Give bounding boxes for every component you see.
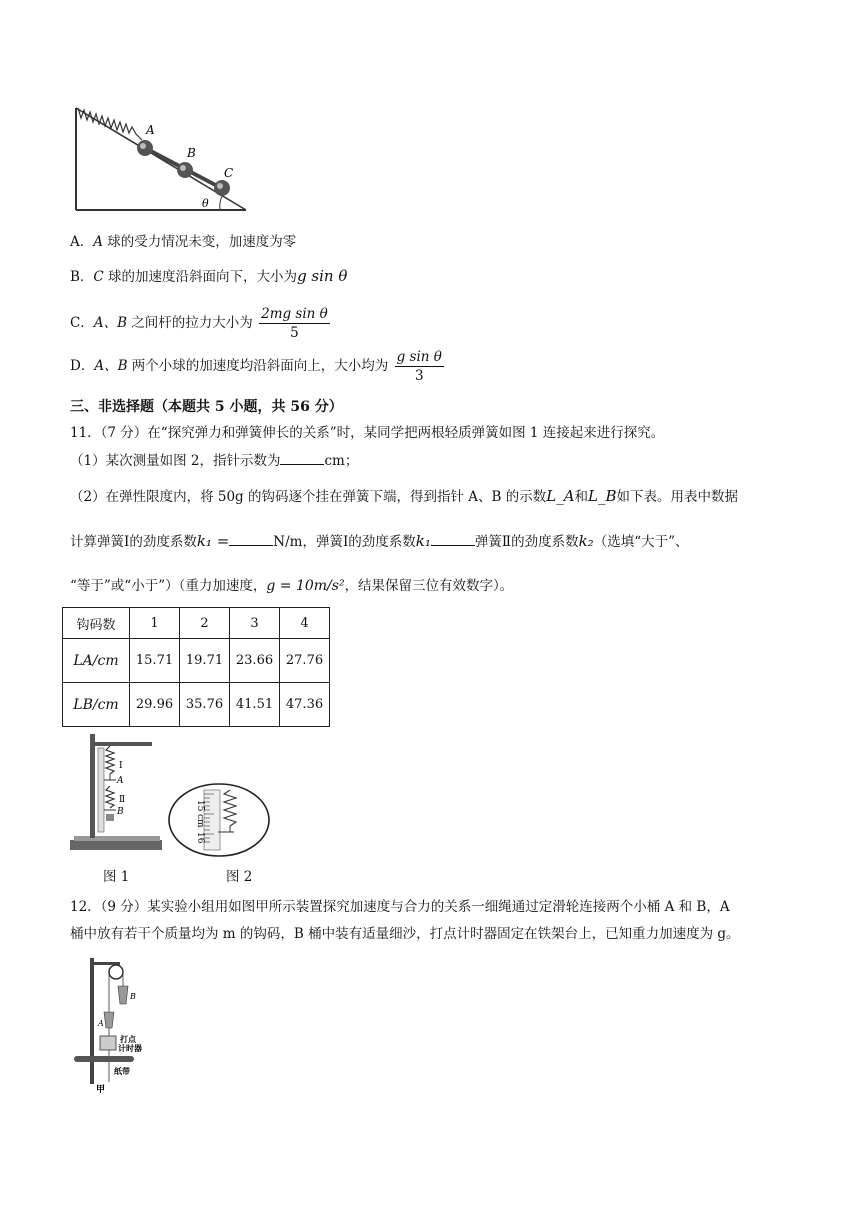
apparatus-figure bbox=[68, 954, 168, 1096]
q11-line3-text-c: 弹簧Ⅱ的劲度系数 bbox=[474, 534, 579, 550]
q12-line1: 12．（9 分）某实验小组用如图甲所示装置探究加速度与合力的关系一细绳通过定滑轮连接两个小桶 A 和 B，A bbox=[70, 899, 730, 915]
table-header-cell: 1 bbox=[130, 608, 180, 639]
q11-line4-text-a: “等于”或“小于”）（重力加速度， bbox=[70, 578, 267, 594]
q11-line4-text-c: ，结果保留三位有效数字）。 bbox=[344, 578, 514, 594]
option-d-denominator: 3 bbox=[414, 368, 424, 384]
table-row-label: LB/cm bbox=[63, 683, 130, 727]
option-b bbox=[70, 266, 347, 287]
option-b-subject: C bbox=[93, 269, 104, 285]
symbol-k1-eq: k₁ = bbox=[196, 532, 230, 550]
option-c-numerator: 2mg sin θ bbox=[261, 306, 328, 322]
label-a: A bbox=[146, 123, 155, 137]
spring-figures bbox=[64, 728, 274, 860]
table-header-row bbox=[63, 608, 330, 639]
table-row-label: LA/cm bbox=[63, 639, 130, 683]
bucket-label-b: B bbox=[130, 992, 136, 1001]
table-cell: 27.76 bbox=[280, 639, 330, 683]
pointer-label-a: A bbox=[117, 776, 124, 786]
incline-figure bbox=[70, 100, 250, 215]
option-b-text: 球的加速度沿斜面向下，大小为 bbox=[103, 269, 298, 285]
q11-line3 bbox=[70, 531, 689, 552]
option-d-text: 两个小球的加速度均沿斜面向上，大小均为 bbox=[127, 358, 389, 374]
option-d bbox=[70, 346, 444, 386]
tape-label: 纸带 bbox=[114, 1067, 130, 1076]
option-d-numerator: g sin θ bbox=[396, 349, 442, 365]
option-a bbox=[70, 232, 296, 252]
option-b-expr: g sin θ bbox=[297, 267, 348, 285]
symbol-la: L_A bbox=[546, 487, 575, 505]
q11-line3-text-b: N/m，弹簧Ⅰ的劲度系数 bbox=[273, 534, 416, 550]
q11-part2-text-c: 如下表。用表中数据 bbox=[616, 489, 739, 505]
symbol-k2: k₂ bbox=[578, 532, 594, 550]
ruler-label-15: 15 bbox=[195, 800, 205, 812]
figure-1-caption: 图 1 bbox=[103, 869, 130, 885]
figure-2-caption: 图 2 bbox=[226, 869, 253, 885]
spring-label-1: I bbox=[119, 761, 123, 771]
q11-compare-blank[interactable] bbox=[431, 531, 475, 546]
section-heading: 三、非选择题（本题共 5 小题，共 56 分） bbox=[70, 399, 343, 415]
table-cell: 29.96 bbox=[130, 683, 180, 727]
label-b: B bbox=[187, 146, 196, 160]
option-c-denominator: 5 bbox=[290, 325, 299, 341]
q11-gravity-value: g = 10m/s² bbox=[266, 578, 345, 594]
symbol-k1: k₁ bbox=[415, 532, 431, 550]
option-d-subject: A、B bbox=[94, 358, 128, 374]
option-a-subject: A bbox=[93, 234, 103, 250]
q11-line3-text-a: 计算弹簧Ⅰ的劲度系数 bbox=[70, 534, 197, 550]
q11-part2-text-a: （2）在弹性限度内，将 50g 的钩码逐个挂在弹簧下端，得到指针 A、B 的示数 bbox=[70, 489, 547, 505]
table-header-cell: 2 bbox=[180, 608, 230, 639]
timer-label-2: 计时器 bbox=[118, 1044, 142, 1053]
symbol-lb: L_B bbox=[588, 487, 617, 505]
option-a-text: 球的受力情况未变，加速度为零 bbox=[103, 234, 297, 250]
q11-part1-text: （1）某次测量如图 2，指针示数为 bbox=[70, 453, 281, 469]
q11-line3-text-d: （选填“大于”、 bbox=[593, 534, 689, 550]
table-cell: 47.36 bbox=[280, 683, 330, 727]
option-c-prefix: C． bbox=[70, 315, 94, 331]
option-b-prefix: B． bbox=[70, 269, 94, 285]
table-header-cell: 钩码数 bbox=[63, 608, 130, 639]
table-cell: 19.71 bbox=[180, 639, 230, 683]
label-theta: θ bbox=[202, 197, 209, 210]
q11-intro: 11．（7 分）在“探究弹力和弹簧伸长的关系”时，某同学把两根轻质弹簧如图 1 连接起来进行探究。 bbox=[70, 425, 665, 441]
q11-part2-text-b: 和 bbox=[574, 489, 589, 505]
figure-jia-caption: 甲 bbox=[96, 1085, 106, 1095]
spring-label-2: Ⅱ bbox=[119, 795, 126, 805]
table-row bbox=[63, 639, 330, 683]
option-c-fraction bbox=[259, 305, 330, 342]
pointer-label-b: B bbox=[117, 807, 124, 817]
table-cell: 23.66 bbox=[230, 639, 280, 683]
label-c: C bbox=[224, 166, 234, 180]
option-c-subject: A、B bbox=[93, 315, 128, 331]
q11-k1-blank[interactable] bbox=[229, 531, 273, 546]
table-row bbox=[63, 683, 330, 727]
q11-part2 bbox=[70, 486, 738, 507]
bucket-label-a: A bbox=[98, 1019, 104, 1028]
option-a-prefix: A． bbox=[70, 234, 94, 250]
ruler-label-16: 16 bbox=[195, 832, 205, 844]
timer-label-1: 打点 bbox=[120, 1035, 136, 1044]
option-c bbox=[70, 303, 330, 343]
q12-line2: 桶中放有若干个质量均为 m 的钩码，B 桶中装有适量细沙，打点计时器固定在铁架台上，已知重力加速度为 g。 bbox=[70, 926, 740, 942]
ruler-label-cm: cm bbox=[195, 814, 205, 828]
table-header-cell: 3 bbox=[230, 608, 280, 639]
option-c-text: 之间杆的拉力大小为 bbox=[127, 315, 253, 331]
q11-part1-unit: cm； bbox=[324, 453, 359, 469]
table-header-cell: 4 bbox=[280, 608, 330, 639]
table-cell: 35.76 bbox=[180, 683, 230, 727]
option-d-prefix: D． bbox=[70, 358, 95, 374]
table-cell: 41.51 bbox=[230, 683, 280, 727]
table-cell: 15.71 bbox=[130, 639, 180, 683]
q11-part1 bbox=[70, 450, 358, 471]
data-table bbox=[62, 607, 330, 727]
q11-part1-blank[interactable] bbox=[280, 450, 324, 465]
q11-line4 bbox=[70, 576, 513, 596]
option-d-fraction bbox=[395, 348, 444, 385]
